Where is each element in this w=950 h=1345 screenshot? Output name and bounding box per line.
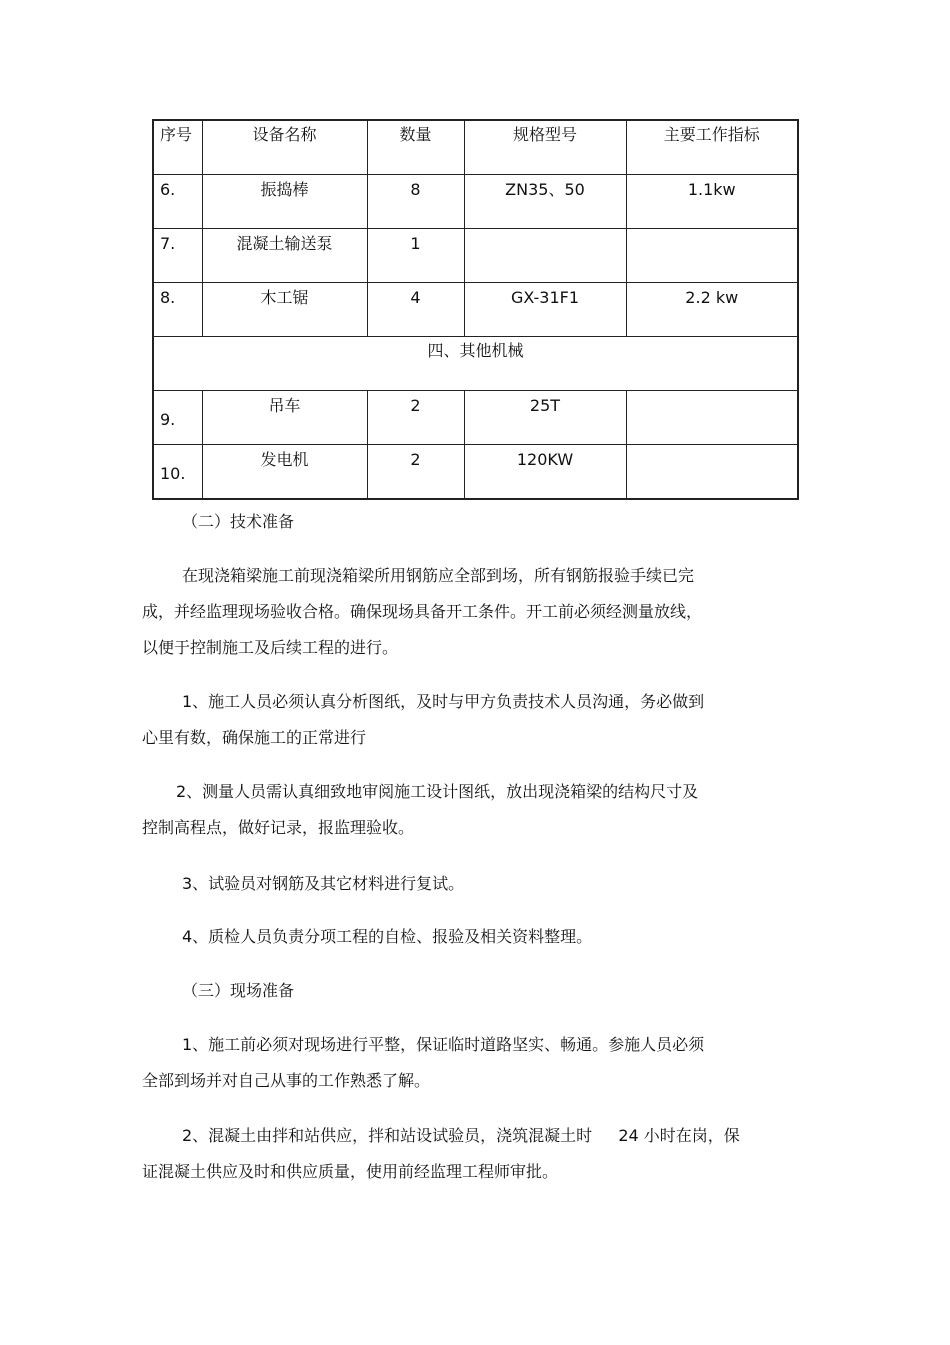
paragraph-line: 控制高程点，做好记录，报监理验收。 bbox=[142, 818, 415, 837]
section-title-cell: 四、其他机械 bbox=[153, 337, 798, 391]
cell-qty: 4 bbox=[367, 283, 464, 337]
cell-qty: 8 bbox=[367, 175, 464, 229]
table-row bbox=[153, 445, 798, 500]
heading-tech-prep: （二）技术准备 bbox=[182, 512, 295, 531]
table-row bbox=[153, 391, 798, 445]
cell-index bbox=[626, 445, 798, 500]
paragraph-item-1 bbox=[142, 684, 804, 756]
cell-no: 7. bbox=[153, 229, 202, 283]
paragraph-line: 1、施工前必须对现场进行平整，保证临时道路坚实、畅通。参施人员必须 bbox=[182, 1035, 705, 1054]
cell-name: 混凝土输送泵 bbox=[202, 229, 367, 283]
header-cell-spec: 规格型号 bbox=[464, 120, 626, 175]
cell-no: 6. bbox=[153, 175, 202, 229]
paragraph-line: 心里有数，确保施工的正常进行 bbox=[142, 728, 367, 747]
cell-qty: 2 bbox=[367, 445, 464, 500]
cell-index: 2.2 kw bbox=[626, 283, 798, 337]
paragraph-line: 3、试验员对钢筋及其它材料进行复试。 bbox=[182, 874, 465, 893]
cell-no: 9. bbox=[153, 391, 202, 445]
cell-index bbox=[626, 391, 798, 445]
header-cell-index: 主要工作指标 bbox=[626, 120, 798, 175]
paragraph-line: 全部到场并对自己从事的工作熟悉了解。 bbox=[142, 1071, 431, 1090]
table-row bbox=[153, 229, 798, 283]
cell-name: 木工锯 bbox=[202, 283, 367, 337]
cell-name: 发电机 bbox=[202, 445, 367, 500]
paragraph-site-1 bbox=[142, 1027, 804, 1099]
paragraph-item-2 bbox=[142, 774, 804, 846]
table-section-row bbox=[153, 337, 798, 391]
paragraph-line: 以便于控制施工及后续工程的进行。 bbox=[142, 638, 399, 657]
header-cell-no: 序号 bbox=[153, 120, 202, 175]
paragraph-line: 证混凝土供应及时和供应质量，使用前经监理工程师审批。 bbox=[142, 1162, 559, 1181]
cell-spec: 25T bbox=[464, 391, 626, 445]
table-row bbox=[153, 283, 798, 337]
cell-qty: 1 bbox=[367, 229, 464, 283]
table-row bbox=[153, 175, 798, 229]
heading-site-prep: （三）现场准备 bbox=[182, 981, 295, 1000]
cell-spec bbox=[464, 229, 626, 283]
paragraph-site-2 bbox=[142, 1118, 804, 1190]
paragraph-item-3 bbox=[142, 866, 804, 902]
cell-name: 吊车 bbox=[202, 391, 367, 445]
table-header-row bbox=[153, 120, 798, 175]
cell-index: 1.1kw bbox=[626, 175, 798, 229]
cell-index bbox=[626, 229, 798, 283]
header-cell-name: 设备名称 bbox=[202, 120, 367, 175]
paragraph-line: 1、施工人员必须认真分析图纸，及时与甲方负责技术人员沟通，务必做到 bbox=[182, 692, 705, 711]
cell-name: 振捣棒 bbox=[202, 175, 367, 229]
paragraph-line: 4、质检人员负责分项工程的自检、报验及相关资料整理。 bbox=[182, 927, 593, 946]
paragraph-line: 2、测量人员需认真细致地审阅施工设计图纸，放出现浇箱梁的结构尺寸及 bbox=[176, 782, 699, 801]
cell-no: 10. bbox=[153, 445, 202, 500]
paragraph-tech-intro bbox=[142, 558, 804, 666]
equipment-table bbox=[152, 119, 799, 500]
cell-qty: 2 bbox=[367, 391, 464, 445]
cell-spec: 120KW bbox=[464, 445, 626, 500]
cell-spec: GX-31F1 bbox=[464, 283, 626, 337]
paragraph-line: 2、混凝土由拌和站供应，拌和站设试验员，浇筑混凝土时 24 小时在岗，保 bbox=[182, 1126, 740, 1145]
header-cell-qty: 数量 bbox=[367, 120, 464, 175]
cell-spec: ZN35、50 bbox=[464, 175, 626, 229]
paragraph-item-4 bbox=[142, 919, 804, 955]
paragraph-line: 在现浇箱梁施工前现浇箱梁所用钢筋应全部到场，所有钢筋报验手续已完 bbox=[182, 566, 695, 585]
cell-no: 8. bbox=[153, 283, 202, 337]
paragraph-line: 成，并经监理现场验收合格。确保现场具备开工条件。开工前必须经测量放线， bbox=[142, 602, 703, 621]
